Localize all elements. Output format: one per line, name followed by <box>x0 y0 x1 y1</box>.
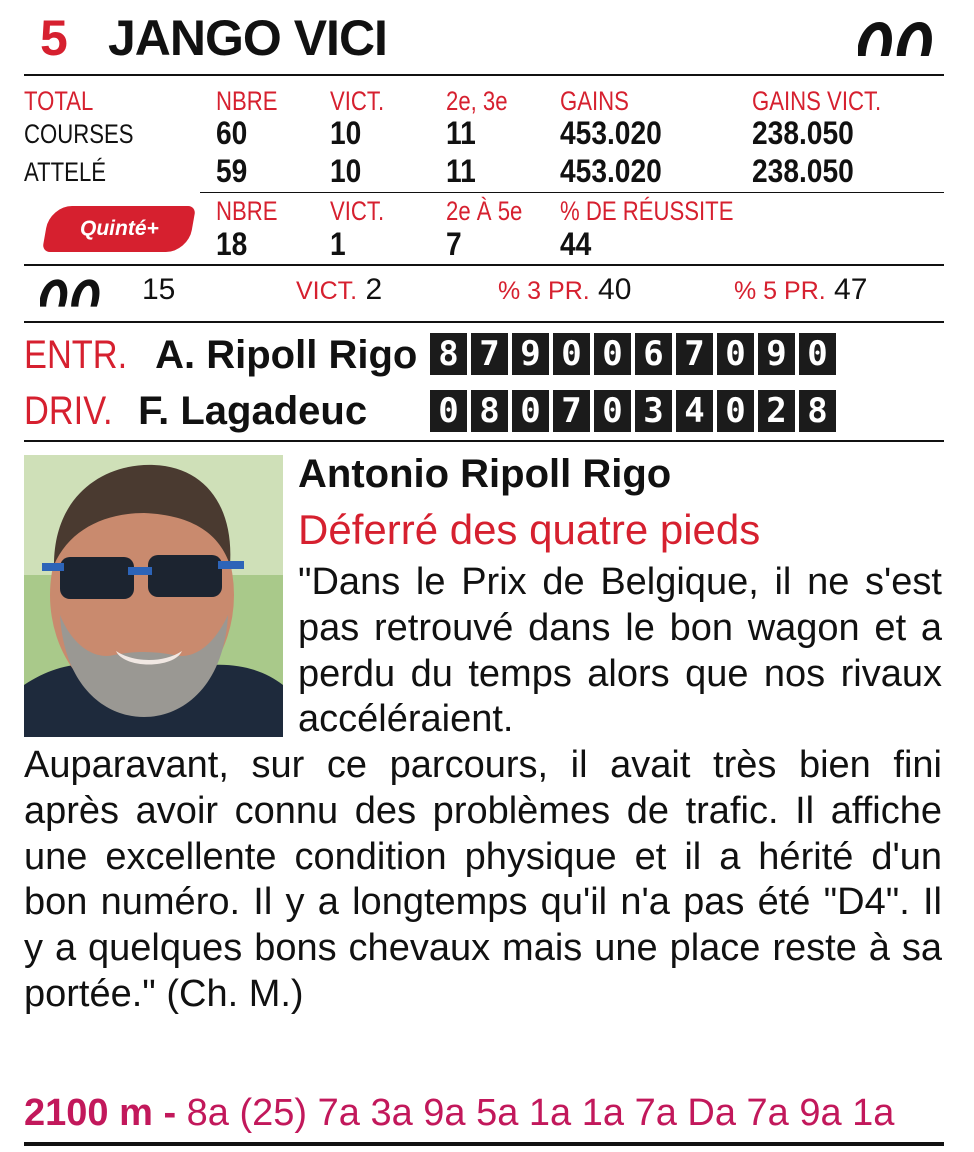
driver-name: F. Lagadeuc <box>138 389 368 433</box>
entraineur-digit: 0 <box>553 333 590 375</box>
hoof-pct5-value: 47 <box>834 273 868 306</box>
driver-digit: 2 <box>758 390 795 432</box>
entraineur-digit: 9 <box>758 333 795 375</box>
stats-header-gains-vict: GAINS VICT. <box>752 86 882 116</box>
hoof-pct5-label: % 5 PR. <box>734 277 826 305</box>
driver-digit: 8 <box>471 390 508 432</box>
entraineur-digit: 7 <box>471 333 508 375</box>
stats-cell: 238.050 <box>752 153 854 189</box>
divider <box>24 74 944 76</box>
driver-label: DRIV. <box>24 389 113 433</box>
driver-results <box>430 390 836 432</box>
quinte-cell: 7 <box>446 226 462 262</box>
horse-number: 5 <box>40 10 68 66</box>
stats-cell: 10 <box>330 153 362 189</box>
driver-digit: 4 <box>676 390 713 432</box>
stats-cell: 11 <box>446 153 476 189</box>
stats-header-total: TOTAL <box>24 86 94 116</box>
entraineur-results <box>430 333 836 375</box>
quinte-badge-label: Quinté+ <box>79 217 159 240</box>
hoof-vict-label: VICT. <box>296 277 358 305</box>
driver-row <box>24 386 367 436</box>
divider <box>24 264 944 266</box>
performance-results: 8a (25) 7a 3a 9a 5a 1a 1a 7a Da 7a 9a 1a <box>186 1092 895 1134</box>
stats-cell: 10 <box>330 115 362 151</box>
driver-digit: 7 <box>553 390 590 432</box>
quinte-header-vict: VICT. <box>330 196 385 226</box>
article-headline: Déferré des quatre pieds <box>298 506 761 553</box>
hoof-count: 15 <box>142 273 176 306</box>
entraineur-row <box>24 330 417 380</box>
horse-name: JANGO VICI <box>108 10 387 66</box>
stats-header-vict: VICT. <box>330 86 385 116</box>
trainer-photo <box>24 455 283 737</box>
entraineur-digit: 8 <box>430 333 467 375</box>
hoof-pct3-value: 40 <box>598 273 632 306</box>
quinte-header-places: 2e À 5e <box>446 196 523 226</box>
entraineur-digit: 0 <box>717 333 754 375</box>
stats-cell: 59 <box>216 153 248 189</box>
horseshoes-icon <box>858 18 940 60</box>
divider <box>24 440 944 442</box>
stats-row-label: ATTELÉ <box>24 157 107 187</box>
divider <box>24 1142 944 1146</box>
entraineur-digit: 6 <box>635 333 672 375</box>
stats-cell: 11 <box>446 115 476 151</box>
entraineur-digit: 0 <box>594 333 631 375</box>
stats-cell: 238.050 <box>752 115 854 151</box>
quinte-cell: 1 <box>330 226 346 262</box>
entraineur-label: ENTR. <box>24 333 128 377</box>
hoof-pct5 <box>734 272 867 309</box>
stats-cell: 453.020 <box>560 115 662 151</box>
article-paragraph-body: Auparavant, sur ce parcours, il avait très bien fini après avoir connu des problèmes de trafic. Il affiche une excellente condition physique et il a hérité d'un bon numéro. Il y a longtemps qu'il n'a pas été "D4". Il y a quelques bons chevaux mais une place reste à sa portée." (Ch. M.) <box>24 744 942 1015</box>
entraineur-digit: 9 <box>512 333 549 375</box>
hoof-pct3 <box>498 272 631 309</box>
article-paragraph-intro: "Dans le Prix de Belgique, il ne s'est pas retrouvé dans le bon wagon et a perdu du temps alors que nos rivaux accéléraient. <box>298 561 942 741</box>
quinte-cell: 44 <box>560 226 592 262</box>
quinte-cell: 18 <box>216 226 248 262</box>
driver-digit: 0 <box>717 390 754 432</box>
driver-digit: 0 <box>594 390 631 432</box>
hoof-pct3-label: % 3 PR. <box>498 277 590 305</box>
stats-cell: 453.020 <box>560 153 662 189</box>
quinte-header-nbre: NBRE <box>216 196 278 226</box>
stats-header-nbre: NBRE <box>216 86 278 116</box>
hoof-vict <box>296 272 382 309</box>
stats-row-label: COURSES <box>24 119 134 149</box>
performance-line <box>24 1090 894 1136</box>
entraineur-name: A. Ripoll Rigo <box>155 333 418 377</box>
driver-digit: 0 <box>430 390 467 432</box>
driver-digit: 0 <box>512 390 549 432</box>
divider <box>200 192 944 193</box>
stats-header-places: 2e, 3e <box>446 86 508 116</box>
article-author: Antonio Ripoll Rigo <box>298 452 672 496</box>
quinte-badge <box>42 206 196 252</box>
entraineur-digit: 7 <box>676 333 713 375</box>
horseshoes-icon <box>40 276 106 310</box>
quinte-header-reussite: % DE RÉUSSITE <box>560 196 734 226</box>
driver-digit: 8 <box>799 390 836 432</box>
entraineur-digit: 0 <box>799 333 836 375</box>
driver-digit: 3 <box>635 390 672 432</box>
performance-distance: 2100 m - <box>24 1092 177 1134</box>
hoof-vict-value: 2 <box>365 273 383 306</box>
stats-cell: 60 <box>216 115 248 151</box>
divider <box>24 321 944 323</box>
stats-header-gains: GAINS <box>560 86 629 116</box>
